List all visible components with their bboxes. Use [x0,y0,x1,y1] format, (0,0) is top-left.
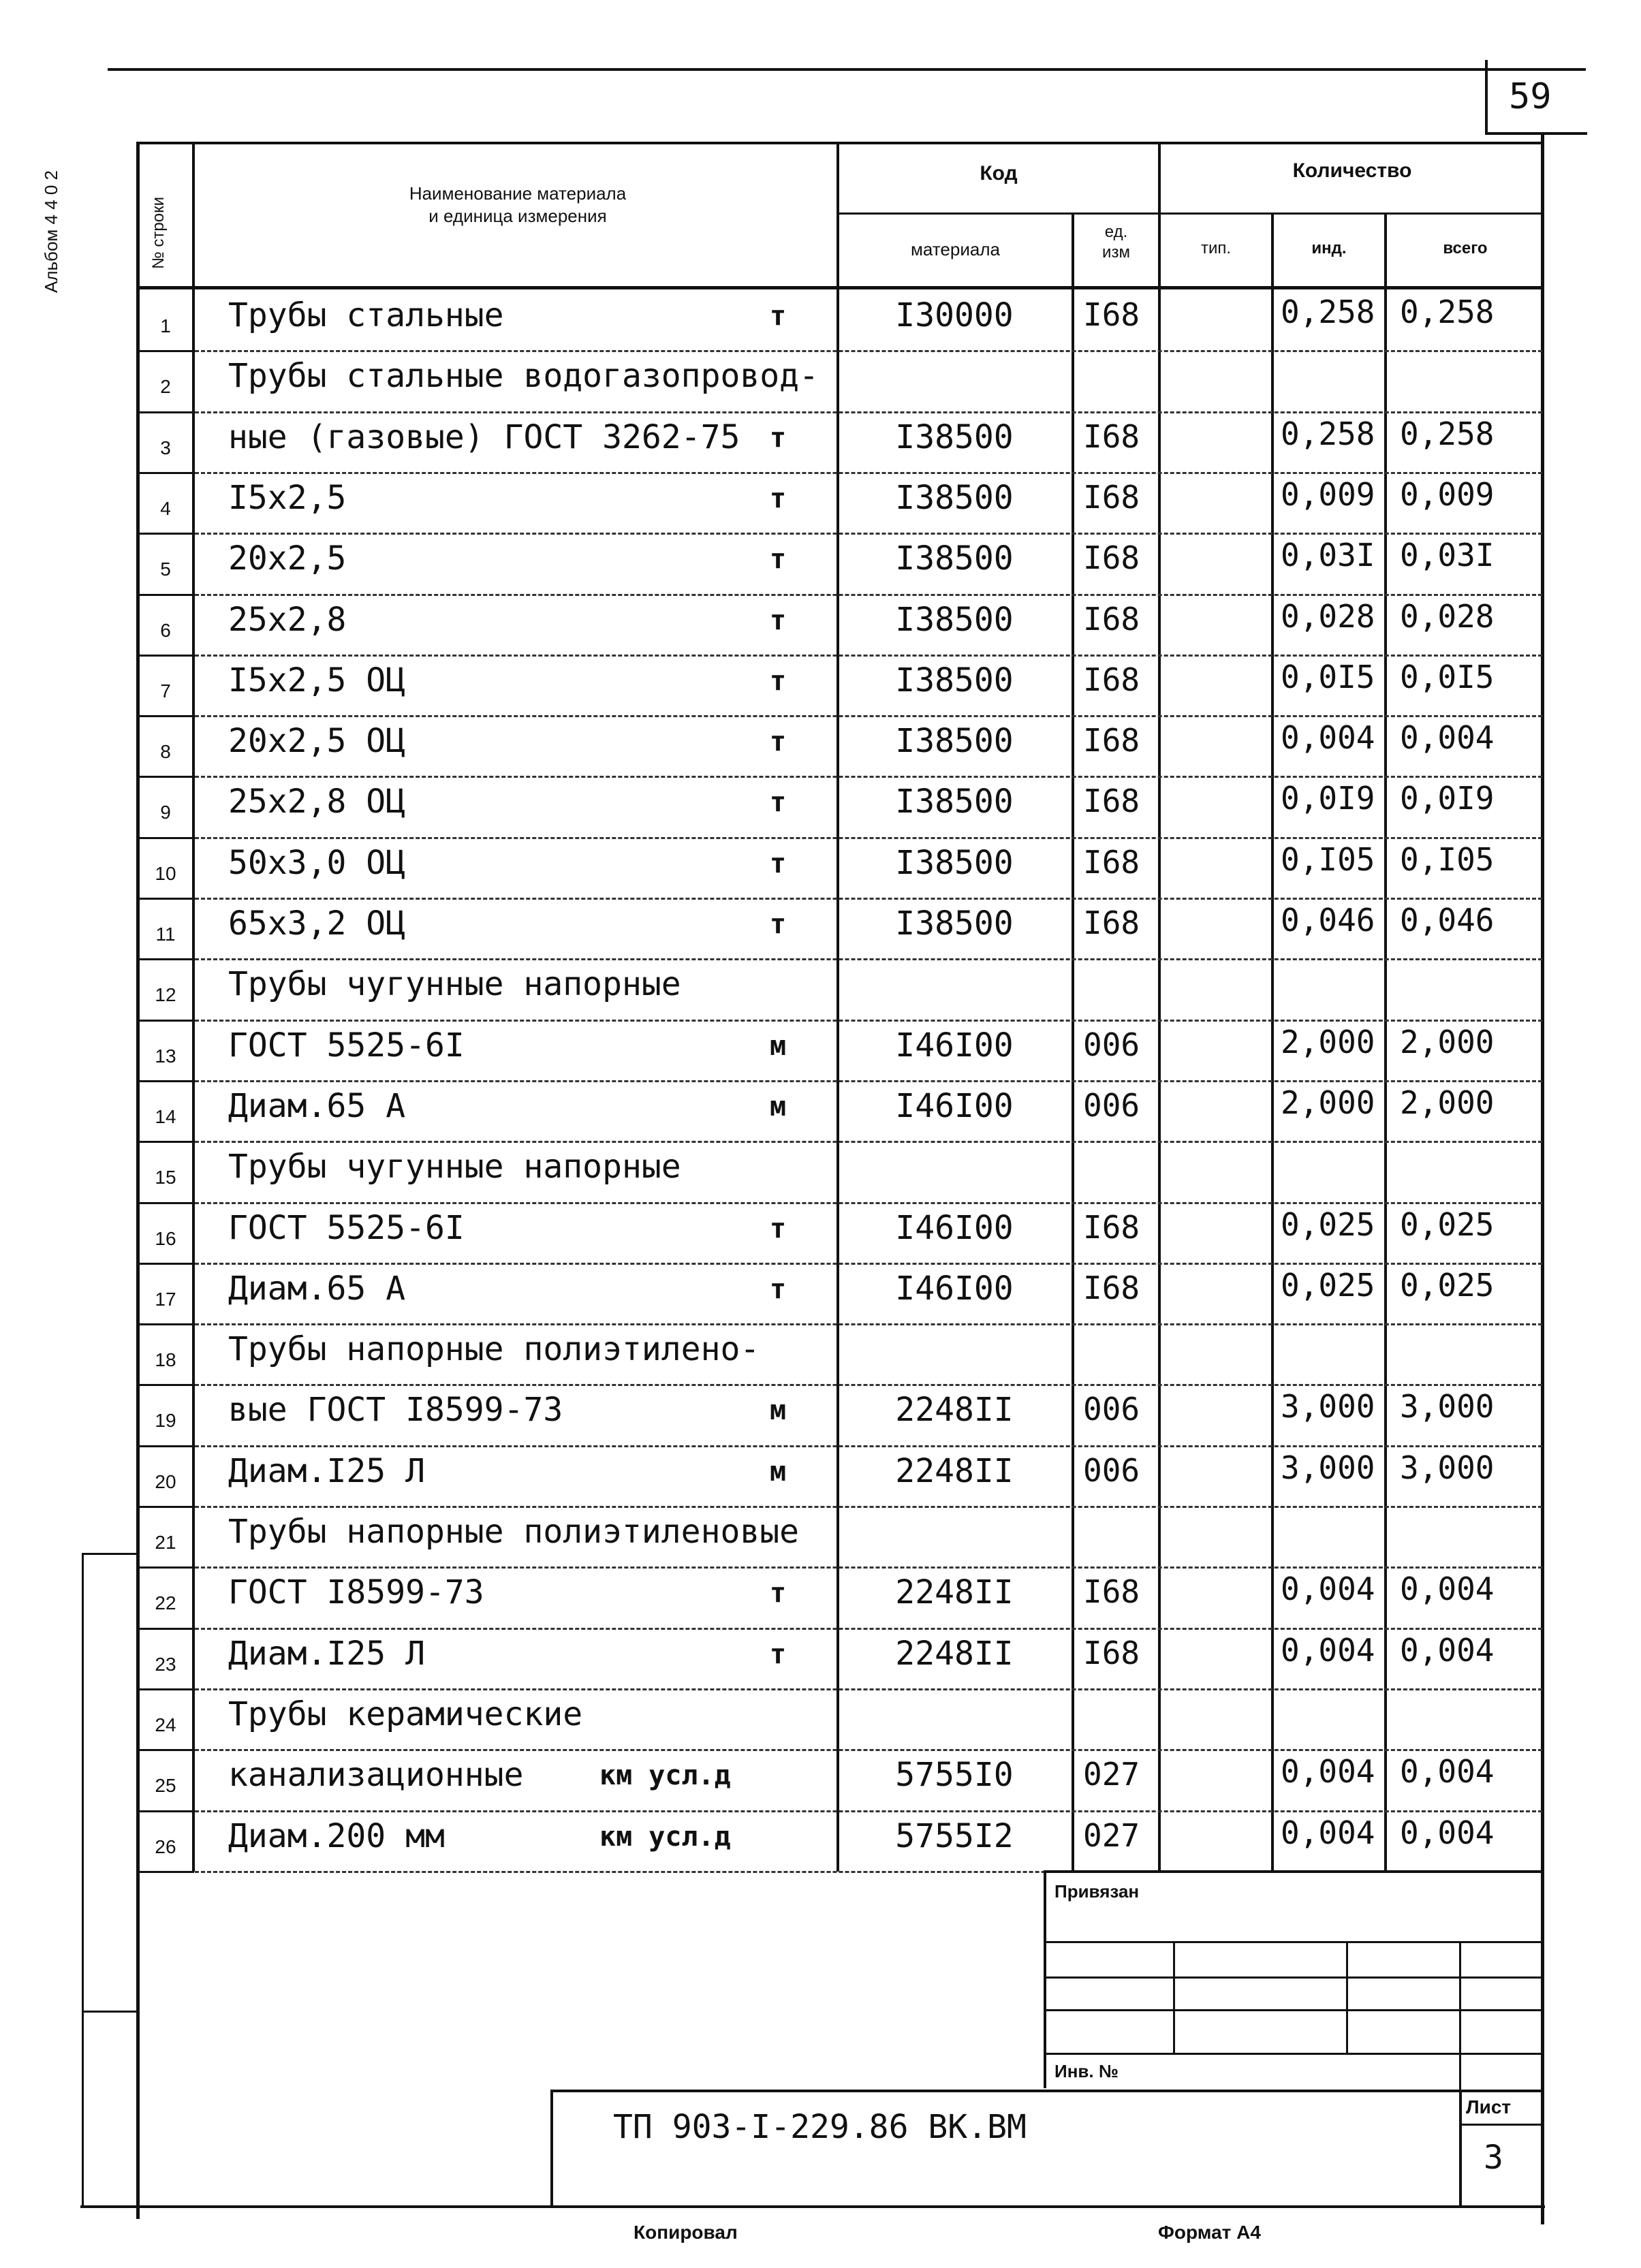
row-separator [195,1810,1542,1812]
material-code: 5755I0 [895,1756,1014,1795]
quantity-ind: 0,046 [1281,902,1375,939]
quantity-total: 0,004 [1400,1753,1495,1791]
material-code: I38500 [895,418,1014,456]
row-number: 18 [155,1349,176,1371]
material-name: Трубы напорные полиэтиленовые [228,1513,800,1551]
quantity-ind: 2,000 [1281,1023,1375,1060]
left-margin-tick-1 [82,1553,138,1555]
stamp-line-5 [1046,2053,1544,2055]
material-code: I38500 [895,722,1014,761]
quantity-ind: 3,000 [1281,1449,1375,1486]
left-outer-frame-line [82,1553,84,2207]
doc-code: ТП 903-I-229.86 ВК.ВМ [613,2108,1027,2146]
top-border-line [108,68,1586,71]
unit-code: 006 [1083,1026,1140,1063]
footer-copied: Копировал [634,2222,738,2243]
unit-code: I68 [1083,661,1140,698]
row-number-separator [140,1263,194,1265]
row-separator [195,1323,1542,1325]
row-separator [195,411,1542,413]
material-name: Трубы чугунные напорные [228,1148,681,1186]
header-total: всего [1443,239,1488,257]
row-number: 23 [155,1653,176,1675]
row-number-separator [140,1323,194,1325]
left-margin-tick-2 [82,2011,138,2013]
row-number-separator [140,411,194,413]
row-number: 20 [155,1470,176,1492]
doc-box-top [552,2090,1544,2092]
quantity-total: 0,025 [1400,1206,1495,1243]
unit-label: т [770,300,787,332]
row-number: 9 [160,802,171,823]
row-number-separator [140,1506,194,1508]
row-separator [195,472,1542,474]
unit-code: I68 [1083,1634,1140,1671]
bottom-frame-line [80,2205,1545,2208]
quantity-ind: 2,000 [1281,1084,1375,1121]
material-name: Диам.200 мм [228,1816,445,1855]
unit-label: м [770,1395,787,1427]
material-name: 20x2,5 [228,539,347,578]
unit-label: т [770,1577,787,1609]
row-number-separator [140,533,194,535]
row-number-separator [140,1810,194,1812]
row-separator [195,1688,1542,1690]
sheet-label: Лист [1466,2096,1512,2117]
unit-code: 006 [1083,1086,1140,1124]
row-number-separator [140,350,194,352]
side-label: Альбом 4 4 0 2 [41,170,61,293]
material-name: Диам.65 А [228,1086,406,1125]
material-code: I30000 [895,296,1014,334]
material-code: I46I00 [895,1269,1014,1308]
doc-box-left [550,2090,553,2207]
row-separator [195,1263,1542,1265]
row-number: 11 [155,924,176,945]
header-sub-line [839,212,1544,215]
material-code: I38500 [895,783,1014,821]
unit-code: 006 [1083,1451,1140,1489]
row-number-separator [140,958,194,960]
material-code: I38500 [895,904,1014,943]
unit-code: I68 [1083,296,1140,333]
header-unit-code: ед. изм [1102,223,1130,262]
quantity-total: 2,000 [1400,1084,1495,1121]
sheet-box-left [1459,2090,1462,2207]
unit-label: т [770,422,787,454]
unit-label: т [770,665,787,697]
material-code: 2248II [895,1634,1014,1673]
material-code: I38500 [895,843,1014,882]
unit-code: I68 [1083,783,1140,820]
quantity-ind: 0,004 [1281,719,1375,757]
right-frame-line [1541,133,1544,2224]
row-number-separator [140,898,194,900]
quantity-total: 0,0I9 [1400,780,1495,817]
material-name: ГОСТ I8599-73 [228,1573,484,1612]
page-number-box-left [1485,60,1488,133]
quantity-ind: 0,004 [1281,1631,1375,1669]
row-separator [195,776,1542,778]
unit-label: т [770,1638,787,1670]
quantity-total: 3,000 [1400,1388,1495,1426]
quantity-ind: 0,004 [1281,1753,1375,1791]
stamp-inv-no: Инв. № [1054,2061,1119,2081]
row-separator [195,1202,1542,1204]
unit-code: I68 [1083,843,1140,881]
page-number-box-bottom [1485,132,1587,135]
material-code: 2248II [895,1573,1014,1612]
unit-label: км усл.д [599,1760,731,1792]
material-name: 65x3,2 ОЦ [228,904,406,943]
material-name: 25x2,8 ОЦ [228,783,406,821]
quantity-ind: 0,004 [1281,1571,1375,1608]
quantity-total: 0,025 [1400,1266,1495,1304]
stamp-left-line [1044,1870,1046,2088]
material-name: канализационные [228,1756,524,1795]
row-separator [195,715,1542,717]
quantity-ind: 0,025 [1281,1206,1375,1243]
row-number-separator [140,1688,194,1690]
material-name: Диам.I25 Л [228,1634,425,1673]
row-number-separator [140,1445,194,1447]
row-number: 13 [155,1045,176,1067]
row-number: 3 [160,437,171,458]
header-material-code: материала [911,239,1000,259]
row-separator [195,1141,1542,1143]
quantity-ind: 0,258 [1281,294,1375,330]
quantity-total: 0,004 [1400,1814,1495,1851]
material-name: Трубы напорные полиэтилено- [228,1330,760,1369]
unit-label: м [770,1030,787,1062]
row-number-separator [140,472,194,474]
unit-code: 027 [1083,1756,1140,1793]
unit-code: I68 [1083,418,1140,455]
row-number-separator [140,715,194,717]
quantity-total: 0,028 [1400,597,1495,635]
row-number-separator [140,1749,194,1751]
row-number: 21 [155,1532,176,1553]
row-separator [195,1445,1542,1447]
row-separator [195,1628,1542,1630]
col-line-typ [1271,212,1274,1872]
quantity-total: 0,046 [1400,902,1495,939]
quantity-total: 0,009 [1400,475,1495,513]
row-number: 26 [155,1836,176,1857]
unit-label: т [770,604,787,636]
row-separator [195,1566,1542,1569]
row-number-separator [140,655,194,657]
row-number: 14 [155,1105,176,1127]
stamp-line-4 [1046,2009,1544,2011]
row-separator [195,655,1542,657]
material-name: Диам.I25 Л [228,1451,425,1490]
header-top-line [136,142,1544,144]
unit-label: км усл.д [599,1821,731,1853]
material-name: вые ГОСТ I8599-73 [228,1391,563,1430]
header-bottom-line [136,286,1544,289]
unit-code: 027 [1083,1816,1140,1854]
col-line-name [837,142,839,1872]
unit-code: 006 [1083,1391,1140,1428]
row-number: 1 [160,315,171,336]
material-name: I5x2,5 ОЦ [228,661,406,699]
row-separator [195,533,1542,535]
unit-label: т [770,482,787,514]
unit-label: т [770,726,787,758]
quantity-ind: 0,025 [1281,1266,1375,1304]
row-number-separator [140,1202,194,1204]
stamp-line-3 [1046,1976,1544,1979]
unit-code: I68 [1083,1573,1140,1611]
row-separator [195,958,1542,960]
row-separator [195,837,1542,839]
quantity-total: 0,258 [1400,294,1495,330]
row-number: 17 [155,1288,176,1310]
quantity-ind: 0,I05 [1281,840,1375,878]
row-separator [195,898,1542,900]
header-typ: тип. [1200,239,1232,257]
row-number-separator [140,594,194,596]
material-name: Трубы чугунные напорные [228,965,681,1004]
sheet-number: 3 [1484,2139,1503,2177]
unit-label: т [770,1273,787,1305]
quantity-total: 0,0I5 [1400,658,1495,695]
page-number: 59 [1509,76,1552,117]
col-line-rowno [192,142,195,1872]
row-number: 2 [160,376,171,398]
row-number-separator [140,776,194,778]
row-separator [195,594,1542,596]
row-separator [195,1749,1542,1751]
unit-code: I68 [1083,904,1140,941]
material-code: 5755I2 [895,1816,1014,1855]
material-code: I46I00 [895,1208,1014,1247]
stamp-privyazan: Привязан [1054,1881,1140,1902]
row-number-separator [140,1080,194,1082]
row-number-separator [140,1020,194,1022]
material-name: Трубы стальные водогазопровод- [228,357,819,396]
unit-code: I68 [1083,1208,1140,1246]
stamp-top-line [1046,1870,1544,1873]
material-name: 25x2,8 [228,600,347,639]
quantity-total: 3,000 [1400,1449,1495,1486]
quantity-ind: 0,028 [1281,597,1375,635]
material-name: Трубы стальные [228,296,504,334]
row-number: 10 [155,862,176,884]
row-number: 19 [155,1410,176,1432]
material-name: ГОСТ 5525-6I [228,1208,465,1247]
col-line-ind [1384,212,1387,1872]
material-code: I38500 [895,661,1014,699]
row-separator [195,1020,1542,1022]
row-number: 24 [155,1714,176,1735]
row-number-separator [140,1141,194,1143]
quantity-total: 0,004 [1400,719,1495,757]
material-code: I38500 [895,478,1014,517]
quantity-total: 0,03I [1400,537,1495,574]
header-name: Наименование материала и единица измерения [409,183,627,226]
row-number: 15 [155,1167,176,1188]
unit-code: I68 [1083,722,1140,759]
header-code: Код [980,162,1018,185]
row-number: 7 [160,680,171,702]
quantity-ind: 0,009 [1281,475,1375,513]
quantity-total: 2,000 [1400,1023,1495,1060]
row-number: 12 [155,984,176,1006]
material-name: 50x3,0 ОЦ [228,843,406,882]
quantity-ind: 0,258 [1281,415,1375,452]
sheet-box-mid [1459,2124,1544,2126]
row-number-separator [140,1566,194,1569]
row-number-separator [140,1384,194,1386]
material-code: 2248II [895,1391,1014,1430]
quantity-total: 0,258 [1400,415,1495,452]
unit-label: м [770,1090,787,1122]
row-separator [195,1506,1542,1508]
unit-label: м [770,1455,787,1487]
row-separator [195,350,1542,352]
footer-format: Формат А4 [1158,2222,1261,2243]
row-number: 6 [160,619,171,641]
material-code: I38500 [895,539,1014,578]
row-number: 8 [160,741,171,763]
material-name: ГОСТ 5525-6I [228,1026,465,1065]
row-number: 22 [155,1592,176,1614]
material-name: I5x2,5 [228,478,347,517]
quantity-ind: 0,03I [1281,537,1375,574]
material-code: I46I00 [895,1086,1014,1125]
material-code: I46I00 [895,1026,1014,1065]
quantity-ind: 0,0I9 [1281,780,1375,817]
stamp-col-1 [1173,1941,1175,2053]
unit-code: I68 [1083,539,1140,577]
stamp-col-3 [1459,1941,1461,2091]
quantity-total: 0,004 [1400,1631,1495,1669]
row-number: 4 [160,497,171,519]
row-number-separator [140,1628,194,1630]
unit-code: I68 [1083,600,1140,637]
row-separator [195,1384,1542,1386]
unit-code: I68 [1083,478,1140,516]
header-ind: инд. [1311,239,1347,257]
material-name: 20x2,5 ОЦ [228,722,406,761]
header-quantity: Количество [1292,159,1412,182]
unit-label: т [770,909,787,940]
unit-label: т [770,544,787,576]
unit-code: I68 [1083,1269,1140,1306]
material-name: Диам.65 А [228,1269,406,1308]
unit-label: т [770,847,787,879]
row-number: 16 [155,1227,176,1249]
col-line-ue [1158,142,1161,1872]
quantity-total: 0,004 [1400,1571,1495,1608]
row-number: 5 [160,558,171,580]
header-row-no: № строки [149,196,168,269]
row-number-separator [140,837,194,839]
unit-label: т [770,787,787,819]
stamp-col-2 [1346,1941,1348,2053]
material-name: ные (газовые) ГОСТ 3262-75 [228,418,740,456]
quantity-ind: 3,000 [1281,1388,1375,1426]
quantity-ind: 0,0I5 [1281,658,1375,695]
row-number: 25 [155,1775,176,1797]
stamp-line-2 [1046,1941,1544,1943]
unit-label: т [770,1212,787,1244]
row-separator [195,1080,1542,1082]
quantity-ind: 0,004 [1281,1814,1375,1851]
row-number-separator [140,1871,194,1873]
material-name: Трубы керамические [228,1695,583,1733]
material-code: I38500 [895,600,1014,639]
quantity-total: 0,I05 [1400,840,1495,878]
material-code: 2248II [895,1451,1014,1490]
col-line-code [1072,212,1074,1872]
